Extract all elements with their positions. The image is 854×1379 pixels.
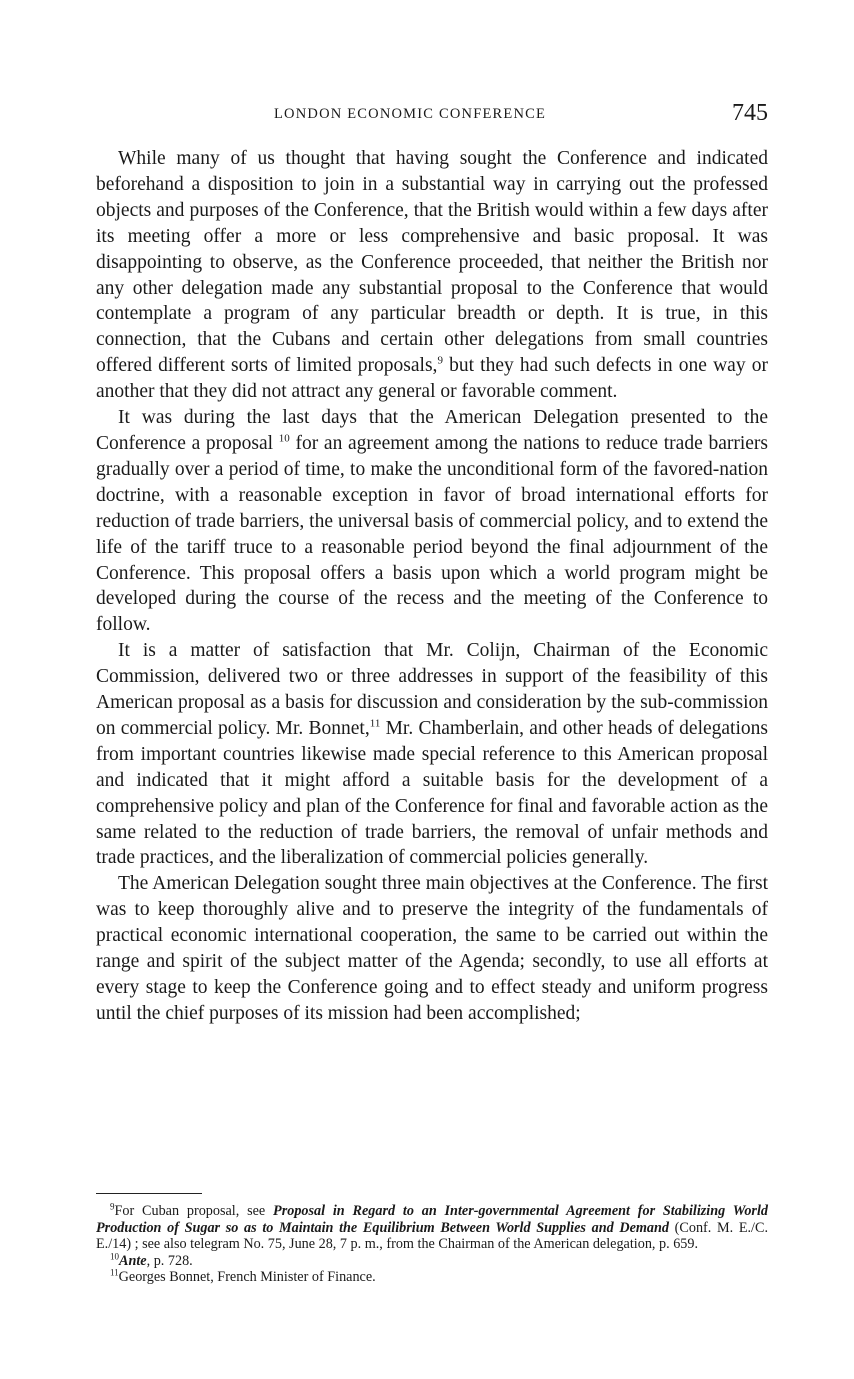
paragraph-4: The American Delegation sought three main objectives at the Conference. The first was to keep thoroughly alive and to preserve the integrity of the fundamentals of practical economic international cooperation, the same to be carried out within the range and spirit of the subject matter of the Agenda; secondly, to use all efforts at every stage to keep the Conference going and to effect steady and uniform progress until the chief purposes of its mission had been accomplished;	[96, 873, 768, 1024]
footnote-ref-10[interactable]: 10	[278, 432, 290, 445]
paragraph-3: It is a matter of satisfaction that Mr. Colijn, Chairman of the Economic Commission, delivered two or three addresses in support of the feasibility of this American proposal as a basis for discussion and consideration by the sub-commission on commercial policy. Mr. Bonnet,$^{11}$ Mr. Chamberlain, and other heads of delegations from important countries likewise made special reference to this American proposal and indicated that it might afford a suitable basis for the development of a comprehensive policy and plan of the Conference for final and favorable action as the same related to the reduction of trade barriers, the removal of unfair methods and trade practices, and the liberalization of commercial policies generally.	[96, 640, 768, 869]
paragraph-1: While many of us thought that having sought the Conference and indicated beforehand a disposition to join in a substantial way in carrying out the professed objects and purposes of the Conference, that the British would within a few days after its meeting offer a more or less comprehensive and basic proposal. It was disappointing to observe, as the Conference proceeded, that neither the British nor any other delegation made any substantial proposal to the Conference that would contemplate a program of any particular breadth or depth. It is true, in this connection, that the Cubans and certain other delegations from small countries offered different sorts of limited proposals,$^9$ but they had such defects in one way or another that they did not attract any general or favorable comment.	[96, 148, 768, 403]
footnote-ref-11[interactable]: 11	[369, 717, 381, 730]
footnote-10: $^{10}$Ante, p. 728.	[110, 1251, 193, 1269]
footnote-11: $^{11}$Georges Bonnet, French Minister of Finance.	[110, 1267, 376, 1286]
footnote-divider	[96, 1193, 202, 1194]
page-header	[96, 100, 768, 136]
footnotes	[96, 1203, 768, 1286]
paragraph-2: It was during the last days that the American Delegation presented to the Conference a proposal $^{10}$ for an agreement among the nations to reduce trade barriers gradually over a period of time, to make the unconditional form of the favored-nation doctrine, with a reasonable exception in favor of broad international efforts for reduction of trade barriers, the universal basis of commercial policy, and to extend the life of the tariff truce to a reasonable period beyond the final adjournment of the Conference. This proposal offers a basis upon which a world program might be developed during the course of the recess and the meeting of the Conference to follow.	[96, 407, 768, 636]
running-title: LONDON ECONOMIC CONFERENCE	[274, 106, 547, 122]
footnote-ref-9[interactable]: 9	[437, 354, 443, 367]
footnote-9: $^9$For Cuban proposal, see Proposal in Regard to an Inter-governmental Agreement for Stabilizing World Production of Sugar so as to Maintain the Equilibrium Between World Supplies and Demand (Conf. M. E./C. E./14) ; see also telegram No. 75, June 28, 7 p. m., from the Chairman of the American delegation, p. 659.	[96, 1201, 768, 1253]
body-text	[96, 146, 768, 1027]
page-number: 745	[732, 100, 768, 126]
